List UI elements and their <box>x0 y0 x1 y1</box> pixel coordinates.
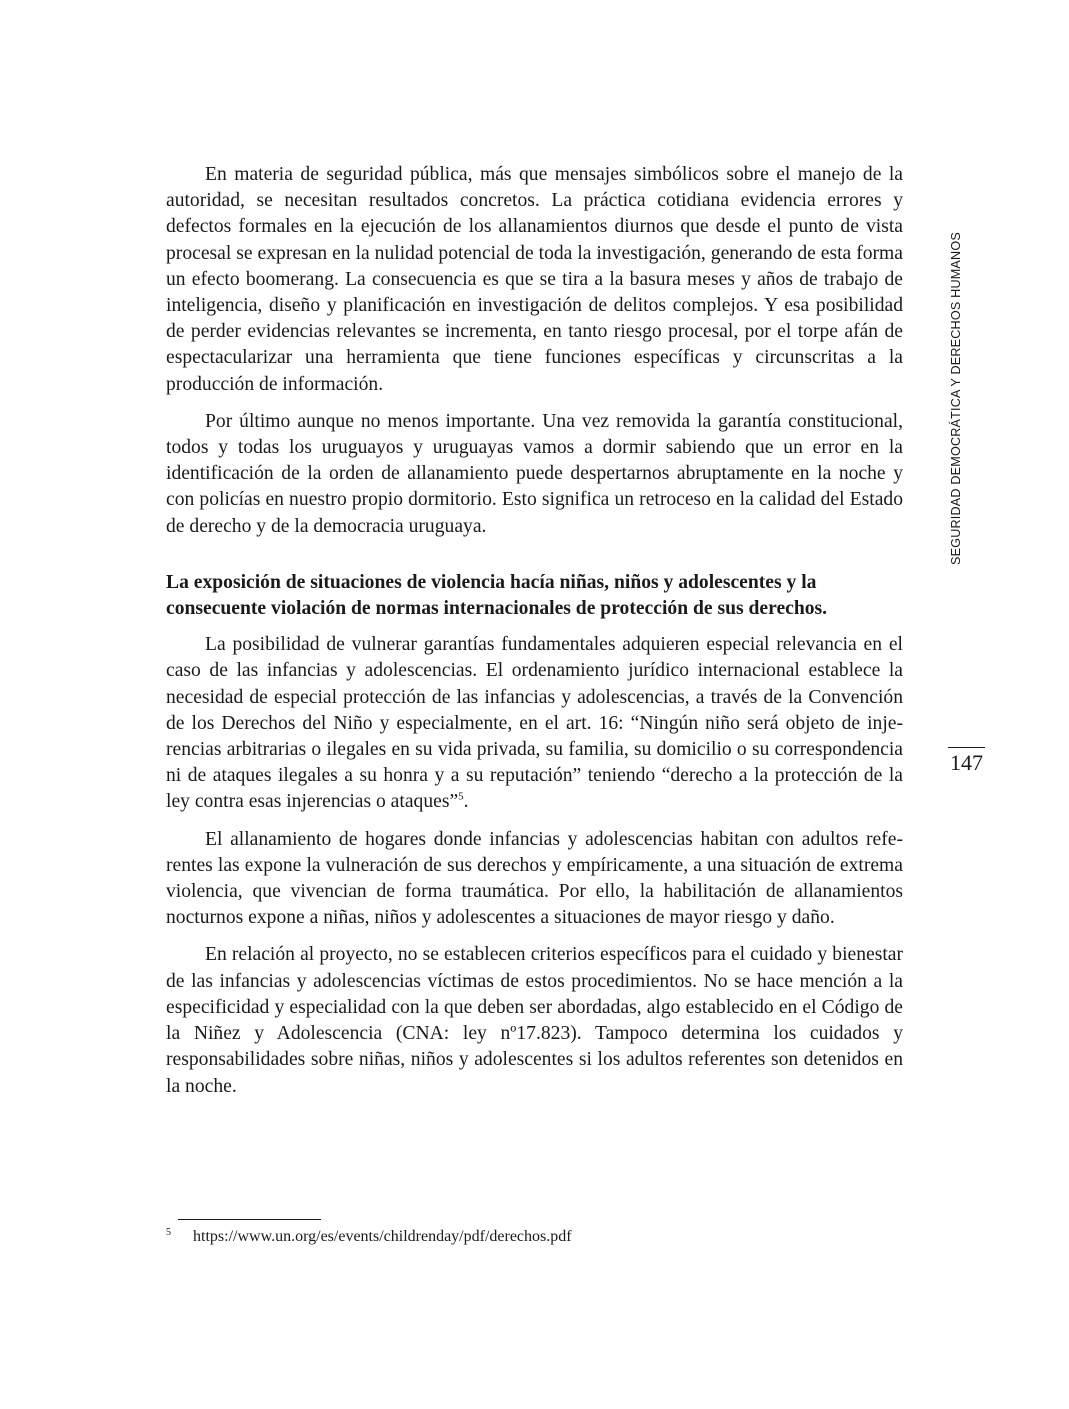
body-paragraph: El allanamiento de hogares donde infancias y adolescencias habitan con adultos referentes las expone la vulneración de sus derechos y empíricamente, a una situación de extrema violencia, que vivencian de forma traumática. Por ello, la habilitación de allanamientos nocturnos expone a niñas, niños y adolescentes a situaciones de mayor riesgo y daño. <box>166 828 903 929</box>
body-paragraph: En materia de seguridad pública, más que mensajes simbólicos sobre el manejo de la autoridad, se necesitan resultados concretos. La práctica cotidiana evidencia errores y defectos formales en la ejecución de los allanamientos diurnos que desde el punto de vista procesal se expresan en la nulidad potencial de toda la investigación, generando de esta forma un efecto boomerang. La consecuencia es que se tira a la basura meses y años de trabajo de inteligencia, diseño y planificación en investigación de delitos complejos. Y esa posibilidad de perder evidencias relevantes se incrementa, en tanto riesgo procesal, por el torpe afán de espectacularizar una herramienta que tiene funciones específicas y circunscritas a la producción de información. <box>166 164 903 395</box>
page-number-rule <box>948 747 985 748</box>
paragraph-end-punctuation: . <box>463 791 469 813</box>
body-paragraph: Por último aunque no menos importante. Una vez removida la garantía constitucional, todos y todas los uruguayos y uruguayas vamos a dormir sabiendo que un error en la identificación de la orden de allanamiento puede despertarnos abruptamente en la noche y con policías en nuestro propio dormitorio. Esto significa un retroceso en la calidad del Estado de derecho y de la democracia uruguaya. <box>166 410 903 537</box>
footnote <box>166 1226 572 1248</box>
main-text-column <box>166 162 903 1111</box>
footnote-link[interactable]: https://www.un.org/es/events/childrenday/pdf/derechos.pdf <box>193 1228 572 1245</box>
body-paragraph: En relación al proyecto, no se establecen criterios específicos para el cuidado y bienestar de las infancias y adolescencias víctimas de estos procedimientos. No se hace mención a la especificidad y especialidad con la que deben ser abordadas, algo establecido en el Código de la Niñez y Adolescencia (CNA: ley nº17.823). Tampoco determina los cuidados y responsabilidades sobre niñas, niños y adolescentes si los adultos referentes son detenidos en la noche. <box>166 944 903 1097</box>
paragraph-text: La posibilidad de vulnerar garantías fundamentales adquieren especial relevancia en el caso de las infancias y adolescencias. El ordenamiento jurídico internacional establece la necesidad de especial protección de las infancias y adolescencias, a través de la Convención de los Derechos del Niño y especialmente, en el art. 16: “Ningún niño será objeto de injerencias arbitrarias o ilegales en su vida privada, su familia, su domicilio o su correspondencia ni de ataques ilegales a su honra y a su reputación” teniendo “derecho a la protección de la ley contra esas injerencias o ataques” <box>166 634 903 813</box>
footnote-reference[interactable]: 5 <box>458 790 464 803</box>
body-paragraph-with-footnote <box>166 632 903 815</box>
footnote-separator <box>178 1219 321 1220</box>
running-head: SEGURIDAD DEMOCRÁTICA Y DERECHOS HUMANOS <box>949 232 963 565</box>
page-number: 147 <box>950 750 983 775</box>
footnote-number: 5 <box>166 1227 171 1238</box>
section-heading: La exposición de situaciones de violencia hacía niñas, niños y adolescentes y la consecuente violación de normas internacionales de protección de sus derechos. <box>166 571 828 620</box>
